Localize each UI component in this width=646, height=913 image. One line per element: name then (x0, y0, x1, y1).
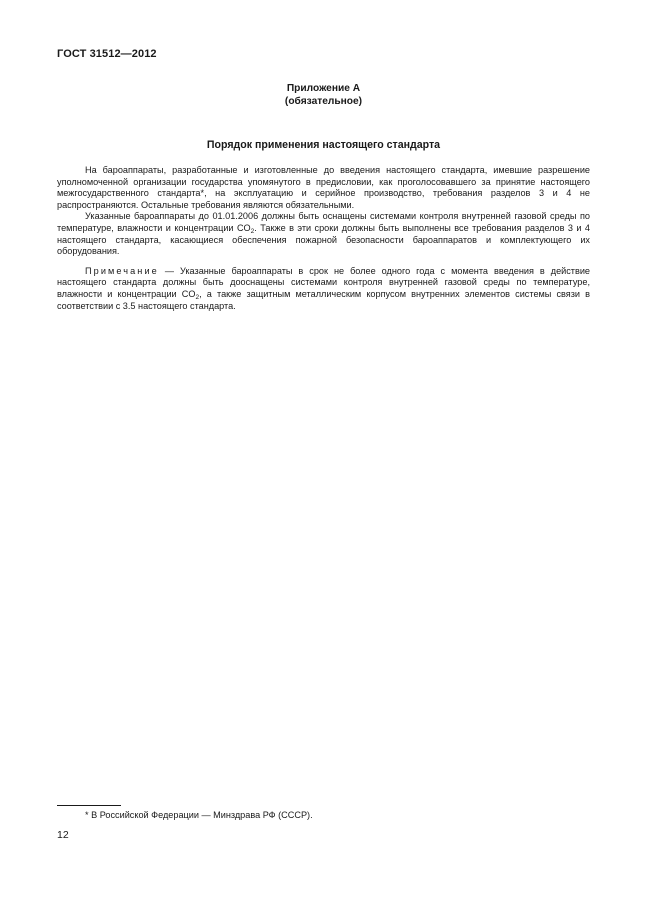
annex-title: Приложение А (286, 83, 361, 94)
note-paragraph (57, 266, 590, 312)
footnote-reference: * (200, 188, 205, 199)
footnote-divider (57, 805, 121, 806)
note-text-b: , а также защитным металлическим корпусом внутренних элементов системы связи в соответствии с 3.5 настоящего стандарта. (57, 288, 590, 311)
note-co2-subscript: 2 (195, 293, 200, 301)
page-number: 12 (57, 829, 69, 841)
note-dash: — (158, 265, 180, 276)
annex-status: (обязательное) (284, 96, 363, 107)
annex-heading (57, 82, 590, 108)
footnote (85, 810, 313, 822)
standard-id-header: ГОСТ 31512—2012 (57, 48, 157, 60)
note-text-a: Указанные бароаппараты в срок не более одного года с момента введения в действие настоящего стандарта должны быть дооснащены системами контроля внутренней газовой среды по температуре, влажности и концентрации CO (57, 265, 591, 299)
footnote-marker: * (85, 810, 89, 820)
footnote-text: В Российской Федерации — Минздрава РФ (СССР). (88, 810, 313, 820)
paragraph-2-text-a: Указанные бароаппараты до 01.01.2006 должны быть оснащены системами контроля внутренней газовой среды по температуре, влажности и концентрации CO (57, 211, 590, 233)
paragraph-2-text-b: . Также в эти сроки должны быть выполнены все требования разделов 3 и 4 настоящего стандарта, касающиеся обеспечения пожарной безопасности бароаппаратов и комплектующего их оборудования. (57, 222, 590, 257)
annex-body (57, 165, 590, 312)
paragraph-2 (57, 211, 590, 257)
note-label: Примечание (85, 265, 159, 276)
co2-subscript: 2 (250, 227, 255, 235)
section-title: Порядок применения настоящего стандарта (206, 139, 441, 151)
paragraph-1-text-a: На бароаппараты, разработанные и изготовленные до введения настоящего стандарта, имевшие разрешение уполномоченной организации государства упомянутого в предисловии, как проголосовавшего за принятие настоящего межгосударственного стандарта (57, 165, 590, 199)
paragraph-1-text-b: , на эксплуатацию и серийное производство, требования разделов 3 и 4 не распространяются. Остальные требования являются обязательными. (57, 188, 591, 210)
paragraph-1 (57, 165, 590, 211)
